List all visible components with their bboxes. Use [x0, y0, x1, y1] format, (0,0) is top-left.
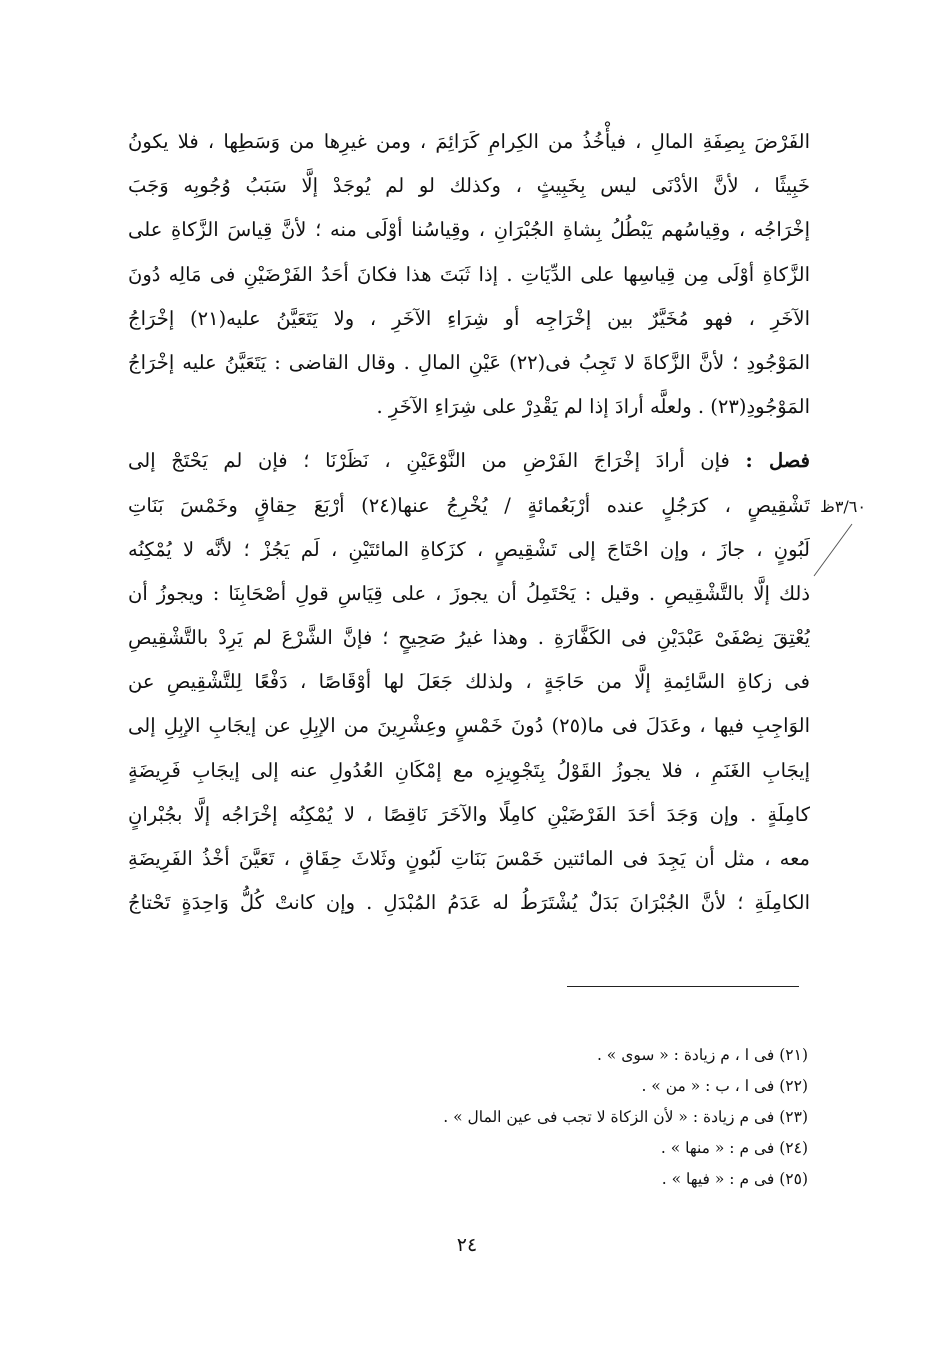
- text-line: الآخَرِ ، فهو مُخَيَّرٌ بين إخْرَاجِه أو شِرَاءِ الآخَرِ ، ولا يَتَعَيَّنُ عليه(٢١) إخْرَاجُ: [128, 306, 810, 330]
- main-text: [128, 120, 810, 925]
- footnote: (٢٢) فى ا ، ب : « من » .: [641, 1077, 808, 1095]
- text-line: معه ، مثل أن يَجِدَ فى المائتين خَمْسَ بَنَاتِ لَبُونٍ وثَلاثَ حِقَاقٍ ، تَعَيَّنَ أخْذُ الفَرِيضَةِ: [128, 847, 810, 870]
- section-heading: فصل :: [745, 449, 810, 473]
- text-line: خَبِيثًا ، لأنَّ الأدْنَى ليس بِخَبِيثٍ ، وكذلك لو لم يُوجَدْ إلَّا سَبَبُ وُجُوبِه وَجَبَ: [128, 174, 810, 198]
- footnote: (٢٤) فى م : « منها » .: [660, 1139, 808, 1157]
- manuscript-folio-note: ٣/٦٠ظ: [820, 497, 866, 516]
- text-line: تَشْقِيصٍ ، كرَجُلٍ عنده أرْبَعُمائةٍ / يُخْرِجُ عنها(٢٤) أرْبَعَ حِقاقٍ وخَمْسَ بَنَاتِ: [128, 493, 810, 517]
- paragraph-gap: [128, 429, 810, 439]
- text-line: إيجَابِ الغَنَمِ ، فلا يجوزُ القَوْلُ بِتَجْوِيزِه مع إمْكَانِ العُدُولِ عنه إلى إيجَابِ فَرِيضَةٍ: [128, 758, 810, 782]
- margin-slash-mark: [810, 520, 856, 580]
- text-line: لَبُونٍ ، جازَ ، وإن احْتَاجَ إلى تَشْقِيصٍ ، كزَكاةِ المائتَيْنِ ، لَم يَجُزْ ؛ لأنَّه لا يُمْكِنُه: [128, 537, 810, 561]
- text-line: الزَّكاةِ أوْلَى مِن قِياسِها على الدِّيَاتِ . إذا ثَبَتَ هذا فكانَ أحَدُ الفَرْضَيْنِ فى مَالِه دُونَ: [128, 262, 810, 286]
- text-line-with-heading: [128, 439, 810, 483]
- text-line: يُعْتِقَ نِصْفَىْ عَبْدَيْنِ فى الكَفَّارَةِ . وهذا غيرُ صَحِيحٍ ؛ فإنَّ الشَّرْعَ لم يَرِدْ بالتَّشْقِيصِ: [128, 626, 810, 650]
- footnote: (٢٣) فى م زيادة : « لأن الزكاة لا تجب فى عين المال » .: [443, 1108, 808, 1126]
- text-line-rest: فإن أرادَ إخْرَاجَ الفَرْضِ من النَّوْعَيْنِ ، نَظَرْنَا ؛ فإن لم يَحْتَجْ إلى: [128, 449, 730, 473]
- paragraph-2: [128, 439, 810, 925]
- footnote: (٢٥) فى م : « فيها » .: [661, 1170, 808, 1188]
- text-line: المَوْجُودِ ؛ لأنَّ الزَّكاةَ لا تَجِبُ فى(٢٢) عَيْنِ المالِ . وقال القاضى : يَتَعَيَّنُ عليه إخْرَاجُ: [128, 350, 810, 374]
- text-line: فى زكاةِ السَّائِمةِ إلَّا من حَاجَةٍ ، ولذلك جَعَلَ لها أوْقَاصًا ، دَفْعًا لِلتَّشْقِيصِ عن: [128, 670, 810, 694]
- text-line: كامِلَةٍ . وإن وَجَدَ أحَدَ الفَرْضَيْنِ كامِلًا والآخَرَ نَاقِصًا ، لا يُمْكِنُه إخْرَاجُه إلَّا بجُبْرانٍ: [128, 802, 810, 826]
- text-line: الفَرْضَ بِصِفَةِ المالِ ، فيأْخُذُ من الكِرامِ كَرَائِمَ ، ومن غيرِها من وَسَطِها ، فلا يكونُ: [128, 130, 810, 153]
- text-line: الكامِلَةِ ؛ لأنَّ الجُبْرَانَ بَدَلٌ يُشْتَرَطُ له عَدَمُ المُبْدَلِ . وإن كانتْ كُلُّ وَاحِدَةٍ تَحْتاجُ: [128, 891, 810, 915]
- text-line: إخْرَاجُه ، وقِياسُهم يَبْطُلُ بِشاةِ الجُبْرَانِ ، وقِياسُنا أوْلَى منه ؛ لأنَّ قِياسَ الزَّكاةِ على: [128, 218, 810, 242]
- text-line: المَوْجُودِ(٢٣) . ولعلَّه أرادَ إذا لم يَقْدِرْ على شِرَاءِ الآخَرِ .: [376, 395, 810, 419]
- footnotes: [300, 1040, 808, 1195]
- paragraph-1: [128, 120, 810, 429]
- footnote: (٢١) فى ا ، م زيادة : « سوى » .: [596, 1046, 808, 1064]
- text-line: ذلك إلَّا بالتَّشْقِيصِ . وقيل : يَحْتَمِلُ أن يجوزَ ، على قِيَاسِ قولِ أصْحَابِنَا : ويجوزُ أن: [128, 581, 810, 605]
- footnote-separator: [567, 986, 799, 987]
- page-number: ٢٤: [456, 1234, 478, 1256]
- text-line: الوَاجِبِ فيها ، وعَدَلَ فى ما(٢٥) دُونَ خَمْسٍ وعِشْرِينَ من الإبِلِ عن إيجَابِ الإبِلِ إلى: [128, 714, 810, 738]
